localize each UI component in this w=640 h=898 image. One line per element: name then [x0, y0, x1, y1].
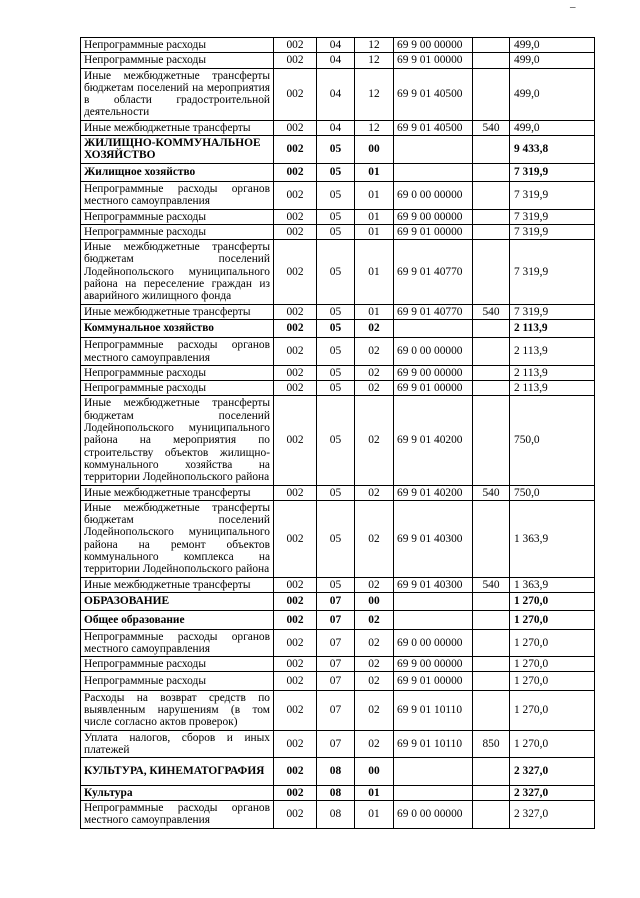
- row-target-article: 69 9 01 00000: [394, 381, 473, 396]
- row-ved-code: 002: [274, 53, 317, 68]
- row-section-code: 07: [317, 690, 355, 730]
- row-ved-code: 002: [274, 381, 317, 396]
- row-ved-code: 002: [274, 365, 317, 380]
- row-amount: 1 270,0: [510, 690, 595, 730]
- row-name: ЖИЛИЩНО-КОММУНАЛЬНОЕ ХОЗЯЙСТВО: [81, 136, 274, 164]
- row-ved-code: 002: [274, 120, 317, 135]
- row-subsection-code: 02: [355, 365, 394, 380]
- row-target-article: [394, 136, 473, 164]
- page-marker: –: [570, 1, 577, 13]
- row-section-code: 07: [317, 629, 355, 657]
- row-name: Культура: [81, 785, 274, 800]
- row-subsection-code: 12: [355, 53, 394, 68]
- row-expense-type: 540: [473, 485, 510, 500]
- row-subsection-code: 02: [355, 629, 394, 657]
- row-section-code: 05: [317, 304, 355, 319]
- row-subsection-code: 02: [355, 338, 394, 366]
- row-name: Уплата налогов, сборов и иных платежей: [81, 730, 274, 758]
- row-target-article: 69 0 00 00000: [394, 801, 473, 829]
- row-ved-code: 002: [274, 672, 317, 690]
- row-subsection-code: 01: [355, 785, 394, 800]
- table-row: [81, 136, 595, 164]
- table-row: [81, 785, 595, 800]
- row-target-article: 69 9 01 40770: [394, 240, 473, 305]
- row-expense-type: [473, 758, 510, 786]
- row-section-code: 08: [317, 801, 355, 829]
- row-section-code: 07: [317, 592, 355, 610]
- row-expense-type: [473, 209, 510, 224]
- row-section-code: 08: [317, 758, 355, 786]
- row-subsection-code: 02: [355, 672, 394, 690]
- row-section-code: 07: [317, 672, 355, 690]
- table-row: [81, 758, 595, 786]
- row-expense-type: [473, 38, 510, 53]
- row-amount: 2 327,0: [510, 801, 595, 829]
- row-ved-code: 002: [274, 304, 317, 319]
- row-target-article: 69 9 00 00000: [394, 38, 473, 53]
- table-row: [81, 53, 595, 68]
- row-section-code: 05: [317, 485, 355, 500]
- row-section-code: 05: [317, 163, 355, 181]
- row-target-article: 69 9 00 00000: [394, 657, 473, 672]
- row-target-article: 69 9 00 00000: [394, 365, 473, 380]
- table-row: [81, 365, 595, 380]
- row-amount: 2 113,9: [510, 319, 595, 337]
- row-target-article: 69 9 01 40200: [394, 396, 473, 485]
- row-expense-type: [473, 381, 510, 396]
- row-name: Иные межбюджетные трансферты бюджетам поселений Лодейнопольского муниципального района на переселение граждан из аварийного жилищного фонда: [81, 240, 274, 305]
- row-target-article: 69 9 01 10110: [394, 730, 473, 758]
- row-section-code: 05: [317, 136, 355, 164]
- table-row: [81, 163, 595, 181]
- row-ved-code: 002: [274, 485, 317, 500]
- row-ved-code: 002: [274, 224, 317, 239]
- row-section-code: 04: [317, 120, 355, 135]
- row-ved-code: 002: [274, 801, 317, 829]
- table-row: [81, 68, 595, 120]
- row-subsection-code: 02: [355, 657, 394, 672]
- row-subsection-code: 00: [355, 758, 394, 786]
- row-amount: 7 319,9: [510, 181, 595, 209]
- row-expense-type: [473, 690, 510, 730]
- row-subsection-code: 02: [355, 690, 394, 730]
- table-row: [81, 500, 595, 577]
- row-amount: 2 327,0: [510, 785, 595, 800]
- row-expense-type: [473, 338, 510, 366]
- row-section-code: 05: [317, 338, 355, 366]
- row-expense-type: 850: [473, 730, 510, 758]
- row-section-code: 05: [317, 209, 355, 224]
- row-expense-type: [473, 785, 510, 800]
- row-subsection-code: 01: [355, 801, 394, 829]
- row-target-article: 69 0 00 00000: [394, 629, 473, 657]
- row-ved-code: 002: [274, 163, 317, 181]
- row-section-code: 05: [317, 577, 355, 592]
- row-target-article: 69 9 01 40500: [394, 68, 473, 120]
- row-name: Непрограммные расходы органов местного самоуправления: [81, 338, 274, 366]
- row-target-article: [394, 758, 473, 786]
- table-row: [81, 611, 595, 629]
- row-amount: 499,0: [510, 120, 595, 135]
- row-subsection-code: 02: [355, 381, 394, 396]
- row-name: Коммунальное хозяйство: [81, 319, 274, 337]
- table-row: [81, 629, 595, 657]
- row-target-article: 69 9 01 40300: [394, 500, 473, 577]
- row-expense-type: [473, 136, 510, 164]
- row-amount: 499,0: [510, 53, 595, 68]
- table-row: [81, 577, 595, 592]
- row-expense-type: [473, 592, 510, 610]
- row-section-code: 04: [317, 38, 355, 53]
- row-ved-code: 002: [274, 577, 317, 592]
- row-amount: 1 270,0: [510, 592, 595, 610]
- row-target-article: [394, 592, 473, 610]
- row-name: Непрограммные расходы органов местного самоуправления: [81, 181, 274, 209]
- table-row: [81, 181, 595, 209]
- table-row: [81, 120, 595, 135]
- row-subsection-code: 12: [355, 38, 394, 53]
- table-row: [81, 485, 595, 500]
- row-expense-type: [473, 657, 510, 672]
- row-name: Иные межбюджетные трансферты бюджетам поселений Лодейнопольского муниципального района на ремонт объектов коммунального комплекса на территории Лодейнопольского района: [81, 500, 274, 577]
- table-row: [81, 209, 595, 224]
- row-expense-type: [473, 163, 510, 181]
- row-amount: 2 113,9: [510, 381, 595, 396]
- row-target-article: 69 9 01 40300: [394, 577, 473, 592]
- row-target-article: 69 9 01 40200: [394, 485, 473, 500]
- row-amount: 499,0: [510, 68, 595, 120]
- row-name: ОБРАЗОВАНИЕ: [81, 592, 274, 610]
- row-target-article: 69 9 01 00000: [394, 672, 473, 690]
- row-target-article: [394, 319, 473, 337]
- row-subsection-code: 01: [355, 224, 394, 239]
- row-subsection-code: 12: [355, 120, 394, 135]
- row-amount: 1 363,9: [510, 500, 595, 577]
- row-name: Иные межбюджетные трансферты: [81, 120, 274, 135]
- row-target-article: 69 9 01 40770: [394, 304, 473, 319]
- row-expense-type: [473, 396, 510, 485]
- row-amount: 1 270,0: [510, 611, 595, 629]
- row-name: Общее образование: [81, 611, 274, 629]
- row-target-article: 69 9 00 00000: [394, 209, 473, 224]
- row-target-article: 69 9 01 40500: [394, 120, 473, 135]
- row-expense-type: [473, 240, 510, 305]
- row-expense-type: 540: [473, 577, 510, 592]
- row-subsection-code: 02: [355, 611, 394, 629]
- row-subsection-code: 12: [355, 68, 394, 120]
- row-expense-type: [473, 611, 510, 629]
- table-row: [81, 657, 595, 672]
- row-name: Непрограммные расходы: [81, 209, 274, 224]
- row-amount: 2 327,0: [510, 758, 595, 786]
- row-section-code: 04: [317, 53, 355, 68]
- row-target-article: 69 9 01 10110: [394, 690, 473, 730]
- row-subsection-code: 00: [355, 136, 394, 164]
- row-expense-type: [473, 801, 510, 829]
- row-subsection-code: 00: [355, 592, 394, 610]
- row-amount: 750,0: [510, 485, 595, 500]
- table-row: [81, 319, 595, 337]
- row-ved-code: 002: [274, 338, 317, 366]
- row-name: Иные межбюджетные трансферты бюджетам поселений на мероприятия в области градостроительной деятельности: [81, 68, 274, 120]
- row-name: Расходы на возврат средств по выявленным нарушениям (в том числе согласно актов проверок): [81, 690, 274, 730]
- row-subsection-code: 02: [355, 500, 394, 577]
- row-ved-code: 002: [274, 136, 317, 164]
- row-ved-code: 002: [274, 500, 317, 577]
- row-name: Иные межбюджетные трансферты бюджетам поселений Лодейнопольского муниципального района на мероприятия по строительству объектов жилищно-коммунального хозяйства на территории Лодейнопольского района: [81, 396, 274, 485]
- table-row: [81, 730, 595, 758]
- table-row: [81, 38, 595, 53]
- table-row: [81, 304, 595, 319]
- table-row: [81, 338, 595, 366]
- row-name: Непрограммные расходы органов местного самоуправления: [81, 629, 274, 657]
- row-amount: 1 363,9: [510, 577, 595, 592]
- row-section-code: 07: [317, 657, 355, 672]
- row-section-code: 05: [317, 224, 355, 239]
- row-target-article: [394, 163, 473, 181]
- row-section-code: 05: [317, 381, 355, 396]
- row-amount: 2 113,9: [510, 338, 595, 366]
- row-target-article: 69 0 00 00000: [394, 338, 473, 366]
- table-row: [81, 690, 595, 730]
- row-name: Непрограммные расходы: [81, 657, 274, 672]
- row-ved-code: 002: [274, 68, 317, 120]
- row-amount: 499,0: [510, 38, 595, 53]
- row-subsection-code: 01: [355, 181, 394, 209]
- row-expense-type: [473, 181, 510, 209]
- row-section-code: 05: [317, 181, 355, 209]
- row-expense-type: [473, 319, 510, 337]
- table-row: [81, 224, 595, 239]
- row-subsection-code: 01: [355, 209, 394, 224]
- row-expense-type: [473, 365, 510, 380]
- row-expense-type: 540: [473, 304, 510, 319]
- row-amount: 1 270,0: [510, 629, 595, 657]
- row-ved-code: 002: [274, 396, 317, 485]
- row-target-article: 69 9 01 00000: [394, 224, 473, 239]
- row-amount: 1 270,0: [510, 730, 595, 758]
- row-section-code: 07: [317, 611, 355, 629]
- row-name: Непрограммные расходы: [81, 381, 274, 396]
- row-name: Непрограммные расходы: [81, 224, 274, 239]
- row-ved-code: 002: [274, 730, 317, 758]
- row-subsection-code: 01: [355, 304, 394, 319]
- row-amount: 1 270,0: [510, 672, 595, 690]
- row-subsection-code: 02: [355, 577, 394, 592]
- row-ved-code: 002: [274, 611, 317, 629]
- row-expense-type: [473, 53, 510, 68]
- row-amount: 2 113,9: [510, 365, 595, 380]
- row-section-code: 05: [317, 396, 355, 485]
- row-expense-type: [473, 629, 510, 657]
- row-section-code: 07: [317, 730, 355, 758]
- row-name: Непрограммные расходы: [81, 53, 274, 68]
- row-name: Непрограммные расходы: [81, 672, 274, 690]
- row-name: Иные межбюджетные трансферты: [81, 304, 274, 319]
- row-expense-type: [473, 224, 510, 239]
- row-section-code: 04: [317, 68, 355, 120]
- row-amount: 7 319,9: [510, 240, 595, 305]
- table-row: [81, 672, 595, 690]
- row-target-article: [394, 611, 473, 629]
- row-ved-code: 002: [274, 785, 317, 800]
- row-ved-code: 002: [274, 758, 317, 786]
- row-subsection-code: 02: [355, 396, 394, 485]
- row-expense-type: [473, 500, 510, 577]
- row-amount: 7 319,9: [510, 209, 595, 224]
- budget-table: [80, 37, 595, 829]
- row-amount: 750,0: [510, 396, 595, 485]
- row-name: Иные межбюджетные трансферты: [81, 577, 274, 592]
- row-ved-code: 002: [274, 690, 317, 730]
- row-name: Жилищное хозяйство: [81, 163, 274, 181]
- table-row: [81, 592, 595, 610]
- row-subsection-code: 02: [355, 319, 394, 337]
- row-amount: 7 319,9: [510, 304, 595, 319]
- row-name: Иные межбюджетные трансферты: [81, 485, 274, 500]
- row-subsection-code: 02: [355, 730, 394, 758]
- row-section-code: 08: [317, 785, 355, 800]
- row-ved-code: 002: [274, 38, 317, 53]
- row-ved-code: 002: [274, 592, 317, 610]
- row-ved-code: 002: [274, 181, 317, 209]
- table-row: [81, 381, 595, 396]
- row-expense-type: 540: [473, 120, 510, 135]
- row-ved-code: 002: [274, 240, 317, 305]
- row-amount: 9 433,8: [510, 136, 595, 164]
- table-row: [81, 240, 595, 305]
- table-row: [81, 396, 595, 485]
- row-subsection-code: 02: [355, 485, 394, 500]
- row-expense-type: [473, 672, 510, 690]
- row-target-article: 69 9 01 00000: [394, 53, 473, 68]
- row-section-code: 05: [317, 500, 355, 577]
- row-name: Непрограммные расходы: [81, 365, 274, 380]
- table-row: [81, 801, 595, 829]
- row-ved-code: 002: [274, 209, 317, 224]
- row-ved-code: 002: [274, 657, 317, 672]
- row-subsection-code: 01: [355, 240, 394, 305]
- row-amount: 7 319,9: [510, 224, 595, 239]
- row-ved-code: 002: [274, 629, 317, 657]
- row-name: Непрограммные расходы: [81, 38, 274, 53]
- row-amount: 1 270,0: [510, 657, 595, 672]
- row-section-code: 05: [317, 319, 355, 337]
- row-target-article: 69 0 00 00000: [394, 181, 473, 209]
- row-name: Непрограммные расходы органов местного самоуправления: [81, 801, 274, 829]
- row-ved-code: 002: [274, 319, 317, 337]
- row-section-code: 05: [317, 240, 355, 305]
- row-section-code: 05: [317, 365, 355, 380]
- row-expense-type: [473, 68, 510, 120]
- row-subsection-code: 01: [355, 163, 394, 181]
- row-name: КУЛЬТУРА, КИНЕМАТОГРАФИЯ: [81, 758, 274, 786]
- row-amount: 7 319,9: [510, 163, 595, 181]
- row-target-article: [394, 785, 473, 800]
